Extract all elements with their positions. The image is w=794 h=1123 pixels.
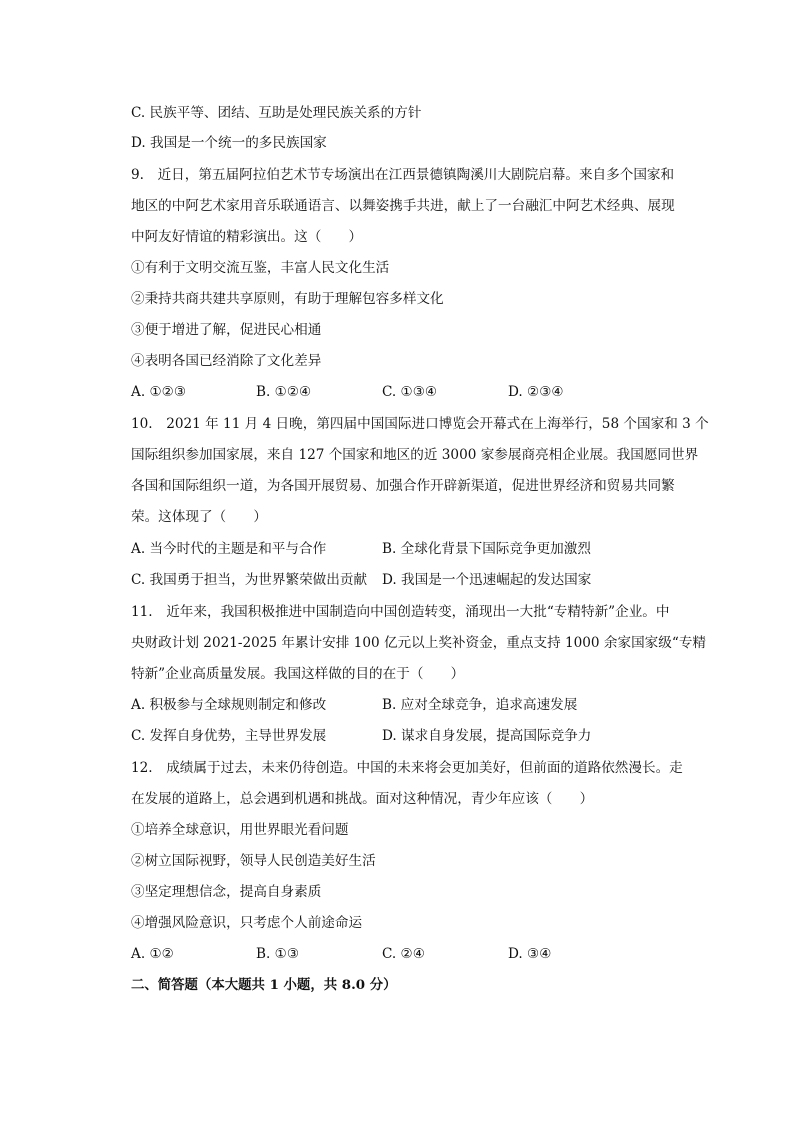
q9-statement-4: ④表明各国已经消除了文化差异 (131, 353, 322, 369)
question-9-stem: 9. 近日，第五届阿拉伯艺术节专场演出在江西景德镇陶溪川大剧院启幕。来自多个国家和 (131, 167, 675, 183)
question-10-stem-3: 各国和国际组织一道，为各国开展贸易、加强合作开辟新渠道，促进世界经济和贸易共同繁 (131, 478, 675, 494)
q12-statement-2: ②树立国际视野，领导人民创造美好生活 (131, 853, 376, 869)
question-10-stem-4: 荣。这体现了（ ） (131, 509, 267, 525)
question-11-stem: 11. 近年来，我国积极推进中国制造向中国创造转变，涌现出一大批“专精特新”企业。中 (131, 604, 670, 620)
q11-option-b: B. 应对全球竞争，追求高速发展 (382, 697, 578, 713)
question-9-stem-2: 地区的中阿艺术家用音乐联通语言、以舞姿携手共进，献上了一台融汇中阿艺术经典、展现 (131, 198, 675, 214)
option-d-prev: D. 我国是一个统一的多民族国家 (131, 135, 327, 151)
q9-option-b: B. ①②④ (256, 384, 312, 400)
q10-option-b: B. 全球化背景下国际竞争更加激烈 (382, 541, 591, 557)
q12-statement-4: ④增强风险意识，只考虑个人前途命运 (131, 915, 363, 931)
q12-statement-1: ①培养全球意识，用世界眼光看问题 (131, 822, 349, 838)
q12-option-d: D. ③④ (508, 946, 552, 962)
q10-option-c: C. 我国勇于担当，为世界繁荣做出贡献 (131, 572, 368, 588)
question-11-stem-2: 央财政计划 2021-2025 年累计安排 100 亿元以上奖补资金，重点支持 1000 余家国家级“专精 (131, 635, 707, 651)
q10-option-a: A. 当今时代的主题是和平与合作 (131, 541, 327, 557)
q9-option-c: C. ①③④ (382, 384, 438, 400)
q11-option-d: D. 谋求自身发展，提高国际竞争力 (382, 728, 592, 744)
q12-option-a: A. ①② (131, 946, 174, 962)
q9-option-d: D. ②③④ (508, 384, 564, 400)
question-9-stem-3: 中阿友好情谊的精彩演出。这（ ） (131, 229, 363, 245)
q9-statement-1: ①有利于文明交流互鉴，丰富人民文化生活 (131, 260, 390, 276)
question-11-stem-3: 特新”企业高质量发展。我国这样做的目的在于（ ） (131, 666, 465, 682)
section-title: 二、简答题（本大题共 1 小题，共 8.0 分） (131, 977, 397, 993)
question-10-stem-2: 国际组织参加国家展，来自 127 个国家和地区的近 3000 家参展商亮相企业展。我国愿同世界 (131, 447, 699, 463)
q12-option-b: B. ①③ (256, 946, 300, 962)
q11-option-a: A. 积极参与全球规则制定和修改 (131, 697, 327, 713)
question-10-stem: 10. 2021 年 11 月 4 日晚，第四届中国国际进口博览会开幕式在上海举行，58 个国家和 3 个 (131, 416, 709, 432)
q10-option-d: D. 我国是一个迅速崛起的发达国家 (382, 572, 592, 588)
option-c-prev: C. 民族平等、团结、互助是处理民族关系的方针 (131, 105, 422, 121)
q11-option-c: C. 发挥自身优势，主导世界发展 (131, 728, 327, 744)
q12-statement-3: ③坚定理想信念，提高自身素质 (131, 884, 322, 900)
question-12-stem: 12. 成绩属于过去，未来仍待创造。中国的未来将会更加美好，但前面的道路依然漫长。走 (131, 760, 683, 776)
q9-statement-2: ②秉持共商共建共享原则，有助于理解包容多样文化 (131, 291, 444, 307)
q12-option-c: C. ②④ (382, 946, 425, 962)
q9-statement-3: ③便于增进了解，促进民心相通 (131, 322, 322, 338)
q9-option-a: A. ①②③ (131, 384, 187, 400)
question-12-stem-2: 在发展的道路上，总会遇到机遇和挑战。面对这种情况，青少年应该（ ） (131, 791, 594, 807)
